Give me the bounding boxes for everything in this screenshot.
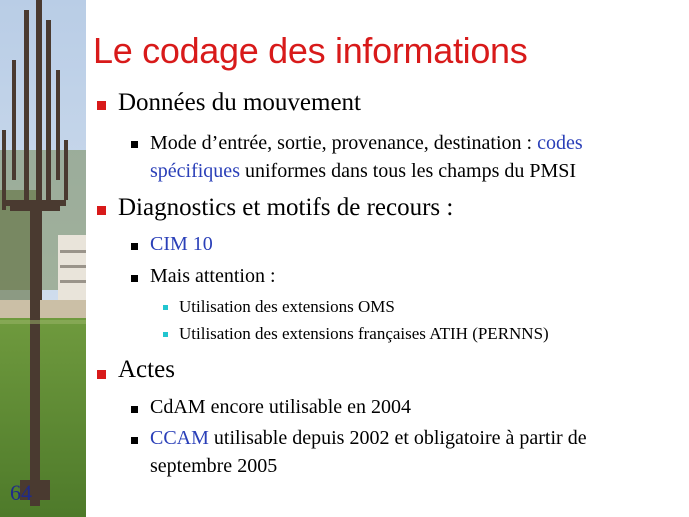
bullet-square-icon	[97, 370, 106, 379]
specifiques-highlight: spécifiques	[150, 160, 240, 182]
bullet-diagnostics: Diagnostics et motifs de recours :	[118, 194, 454, 221]
mode-text-cont: uniformes dans tous les champs du PMSI	[239, 160, 577, 182]
bullet-square-icon	[131, 437, 138, 444]
bullet-square-icon	[163, 332, 168, 337]
slide-title: Le codage des informations	[93, 30, 528, 71]
bullet-square-icon	[131, 243, 138, 250]
bullet-square-icon	[131, 406, 138, 413]
bullet-ccam-line2: septembre 2005	[150, 455, 278, 477]
mode-text: Mode d’entrée, sortie, provenance, destination :	[150, 132, 538, 154]
bullet-mais: Mais attention :	[150, 265, 276, 287]
slide-number: 64	[10, 480, 32, 505]
bullet-ccam-line1	[150, 427, 587, 450]
bullet-square-icon	[131, 275, 138, 282]
bullet-ext-oms: Utilisation des extensions OMS	[179, 297, 395, 316]
bullet-square-icon	[163, 305, 168, 310]
bullet-actes: Actes	[118, 356, 175, 383]
ccam-text: utilisable depuis 2002 et obligatoire à partir de	[208, 427, 587, 449]
codes-highlight: codes	[537, 132, 583, 154]
sculpture-photo	[0, 0, 86, 517]
bullet-mode-line1	[150, 132, 583, 155]
bullet-donnees: Données du mouvement	[118, 89, 362, 116]
bullet-mode-line2	[150, 160, 576, 183]
bullet-cdam: CdAM encore utilisable en 2004	[150, 396, 412, 418]
bullet-square-icon	[131, 141, 138, 148]
bullet-square-icon	[97, 206, 106, 215]
bullet-cim: CIM 10	[150, 233, 213, 255]
bullet-ext-fr: Utilisation des extensions françaises ATIH (PERNNS)	[179, 324, 549, 343]
ccam-highlight: CCAM	[150, 427, 209, 449]
bullet-square-icon	[97, 101, 106, 110]
